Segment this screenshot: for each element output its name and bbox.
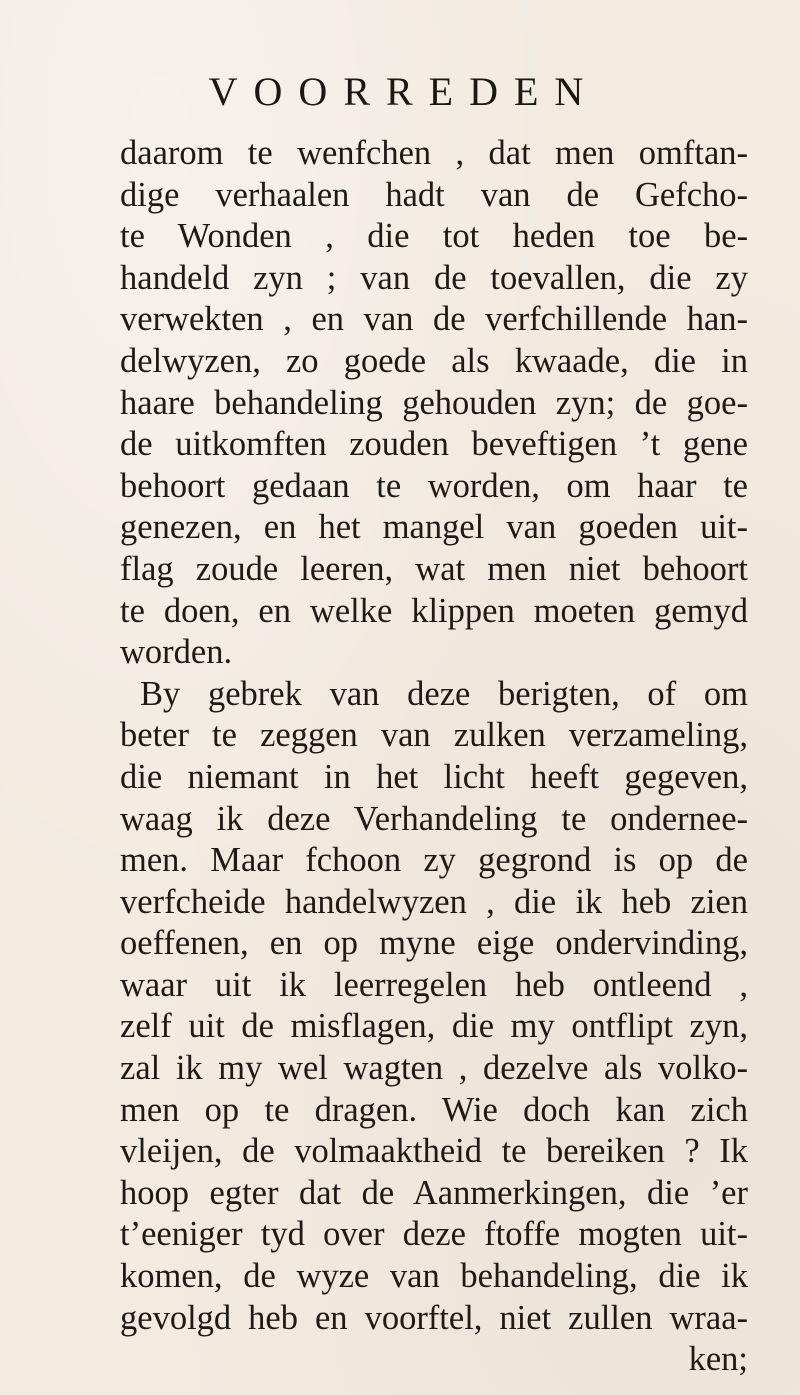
text-line: die niemant in het licht heeft gegeven,	[120, 757, 748, 796]
text-line: t’eeniger tyd over deze ftoffe mogten uit-	[120, 1215, 748, 1254]
text-line: waag ik deze Verhandeling te ondernee-	[120, 799, 748, 838]
text-line: oeffenen, en op myne eige ondervinding,	[120, 924, 748, 963]
text-line: daarom te wenfchen , dat men omftan-	[120, 134, 748, 172]
text-line: behoort gedaan te worden, om haar te	[120, 466, 748, 505]
text-line: verfcheide handelwyzen , die ik heb zien	[120, 882, 748, 921]
text-line: men. Maar fchoon zy gegrond is op de	[120, 841, 748, 880]
catchword: ken;	[688, 1340, 748, 1379]
text-line: de uitkomften zouden beveftigen ’t gene	[120, 425, 748, 464]
text-line: handeld zyn ; van de toevallen, die zy	[120, 258, 748, 297]
text-line: zelf uit de misflagen, die my ontflipt zyn,	[120, 1007, 748, 1046]
text-line: genezen, en het mangel van goeden uit-	[120, 508, 748, 547]
text-line: te doen, en welke klippen moeten gemyd	[120, 591, 748, 630]
text-line: By gebrek van deze berigten, of om	[140, 674, 748, 713]
text-line: hoop egter dat de Aanmerkingen, die ’er	[120, 1173, 748, 1212]
text-line: delwyzen, zo goede als kwaade, die in	[120, 341, 748, 380]
text-line: te Wonden , die tot heden toe be-	[120, 217, 748, 256]
text-line: worden.	[120, 633, 233, 672]
text-line: vleijen, de volmaaktheid te bereiken ? Ik	[120, 1132, 748, 1171]
body-text	[120, 133, 748, 1381]
text-line: zal ik my wel wagten , dezelve als volko-	[120, 1049, 748, 1088]
text-line: dige verhaalen hadt van de Gefcho-	[120, 175, 748, 214]
running-head: VOORREDEN	[208, 69, 600, 114]
text-line: komen, de wyze van behandeling, die ik	[120, 1257, 748, 1296]
text-line: flag zoude leeren, wat men niet behoort	[120, 549, 748, 588]
text-line: gevolgd heb en voorftel, niet zullen wraa-	[120, 1298, 748, 1337]
text-line: waar uit ik leerregelen heb ontleend ,	[120, 965, 748, 1004]
text-line: haare behandeling gehouden zyn; de goe-	[120, 383, 748, 422]
text-line: verwekten , en van de verfchillende han-	[120, 300, 748, 339]
text-line: beter te zeggen van zulken verzameling,	[120, 716, 748, 755]
text-line: men op te dragen. Wie doch kan zich	[120, 1090, 748, 1129]
